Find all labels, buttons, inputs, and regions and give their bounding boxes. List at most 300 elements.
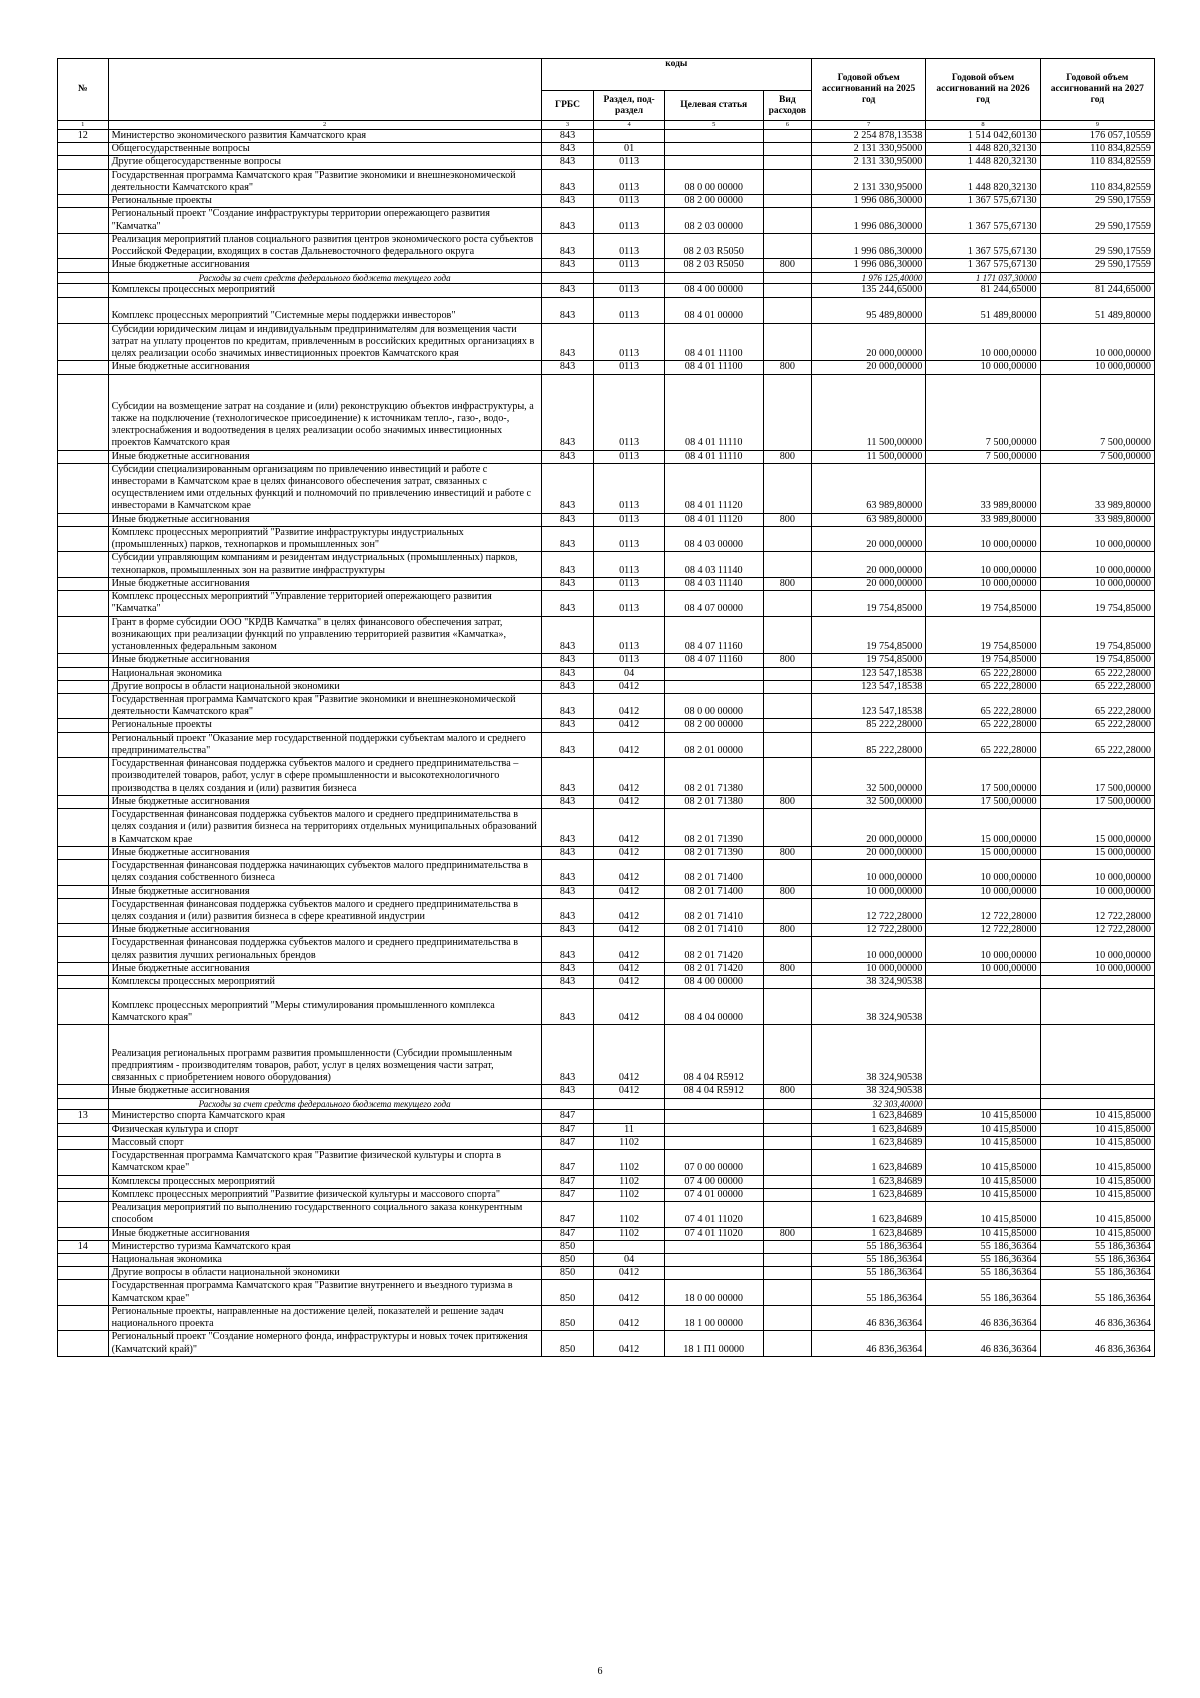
grbs-code: 843 [541, 758, 594, 796]
row-number [58, 758, 109, 796]
item-name: Иные бюджетные ассигнования [108, 361, 541, 374]
expense-type [763, 169, 811, 194]
table-row [58, 962, 1155, 975]
row-number [58, 323, 109, 361]
amount-2026: 65 222,28000 [926, 719, 1040, 732]
amount-2027: 10 415,85000 [1040, 1227, 1154, 1240]
expense-type [763, 667, 811, 680]
item-name: Иные бюджетные ассигнования [108, 259, 541, 272]
section-code: 0412 [594, 1331, 664, 1356]
section-code: 0412 [594, 680, 664, 693]
section-code: 0113 [594, 526, 664, 551]
target-article: 08 4 03 11140 [664, 577, 763, 590]
row-number [58, 591, 109, 616]
grbs-code: 843 [541, 846, 594, 859]
amount-2027: 10 000,00000 [1040, 885, 1154, 898]
amount-2026: 33 989,80000 [926, 513, 1040, 526]
section-code: 0412 [594, 885, 664, 898]
table-row [58, 732, 1155, 757]
item-name: Иные бюджетные ассигнования [108, 795, 541, 808]
section-code: 0412 [594, 898, 664, 923]
amount-2025: 1 996 086,30000 [812, 233, 926, 258]
target-article: 08 4 03 11140 [664, 552, 763, 577]
row-number [58, 1280, 109, 1305]
item-name: Министерство экономического развития Камчатского края [108, 130, 541, 143]
table-row [58, 1202, 1155, 1227]
table-row [58, 591, 1155, 616]
grbs-code: 843 [541, 450, 594, 463]
target-article [664, 272, 763, 284]
target-article: 08 2 01 71380 [664, 758, 763, 796]
item-name: Другие общегосударственные вопросы [108, 156, 541, 169]
amount-2026: 15 000,00000 [926, 809, 1040, 847]
expense-type [763, 1254, 811, 1267]
item-name: Региональные проекты [108, 719, 541, 732]
item-name: Массовый спорт [108, 1136, 541, 1149]
grbs-code: 843 [541, 208, 594, 233]
item-name: Комплекс процессных мероприятий "Управление территорией опережающего развития "Камчатка" [108, 591, 541, 616]
table-row [58, 1188, 1155, 1201]
expense-type [763, 374, 811, 450]
amount-2027: 176 057,10559 [1040, 130, 1154, 143]
target-article [664, 130, 763, 143]
amount-2027: 110 834,82559 [1040, 156, 1154, 169]
header-razdel: Раздел, под-раздел [594, 91, 664, 121]
grbs-code [541, 1098, 594, 1110]
target-article: 08 0 00 00000 [664, 169, 763, 194]
amount-2025: 1 996 086,30000 [812, 208, 926, 233]
amount-2026: 1 367 575,67130 [926, 208, 1040, 233]
target-article [664, 667, 763, 680]
item-name: Физическая культура и спорт [108, 1123, 541, 1136]
item-name: Государственная программа Камчатского края "Развитие внутреннего и въездного туризма в Камчатском крае" [108, 1280, 541, 1305]
amount-2025: 38 324,90538 [812, 976, 926, 989]
amount-2027: 7 500,00000 [1040, 374, 1154, 450]
amount-2027: 15 000,00000 [1040, 846, 1154, 859]
row-number [58, 860, 109, 885]
grbs-code: 843 [541, 591, 594, 616]
expense-type: 800 [763, 795, 811, 808]
target-article: 08 4 04 R5912 [664, 1085, 763, 1098]
amount-2027: 10 415,85000 [1040, 1123, 1154, 1136]
amount-2027: 65 222,28000 [1040, 680, 1154, 693]
expense-type [763, 898, 811, 923]
row-number [58, 1025, 109, 1085]
item-name: Региональные проекты [108, 195, 541, 208]
table-row [58, 552, 1155, 577]
header-target: Целевая статья [664, 91, 763, 121]
expense-type [763, 860, 811, 885]
item-name: Комплекс процессных мероприятий "Меры стимулирования промышленного комплекса Камчатского края" [108, 989, 541, 1025]
target-article [664, 1254, 763, 1267]
amount-2026: 19 754,85000 [926, 654, 1040, 667]
table-row [58, 1150, 1155, 1175]
amount-2027 [1040, 1025, 1154, 1085]
row-number: 14 [58, 1240, 109, 1253]
target-article: 08 4 07 00000 [664, 591, 763, 616]
amount-2027: 10 000,00000 [1040, 962, 1154, 975]
row-number [58, 374, 109, 450]
table-row [58, 667, 1155, 680]
item-name: Комплекс процессных мероприятий "Развитие физической культуры и массового спорта" [108, 1188, 541, 1201]
section-code [594, 1240, 664, 1253]
amount-2026: 1 448 820,32130 [926, 143, 1040, 156]
row-number [58, 297, 109, 323]
expense-type [763, 809, 811, 847]
item-name: Иные бюджетные ассигнования [108, 577, 541, 590]
expense-type [763, 1110, 811, 1123]
target-article: 08 2 03 R5050 [664, 233, 763, 258]
amount-2027: 29 590,17559 [1040, 259, 1154, 272]
item-name: Иные бюджетные ассигнования [108, 1227, 541, 1240]
amount-2027: 46 836,36364 [1040, 1305, 1154, 1330]
item-name: Субсидии юридическим лицам и индивидуальным предпринимателям для возмещения части затрат на уплату процентов по кредитам, привлеченным в российских кредитных организациях в целях реализации особо значимых инвестиционных проектов Камчатского края [108, 323, 541, 361]
item-name: Национальная экономика [108, 667, 541, 680]
target-article [664, 1136, 763, 1149]
section-code: 0113 [594, 616, 664, 654]
table-row [58, 1305, 1155, 1330]
table-row [58, 976, 1155, 989]
amount-2025: 32 500,00000 [812, 758, 926, 796]
amount-2025: 20 000,00000 [812, 323, 926, 361]
expense-type [763, 1123, 811, 1136]
amount-2025: 38 324,90538 [812, 1025, 926, 1085]
target-article: 08 2 01 71390 [664, 809, 763, 847]
table-row [58, 450, 1155, 463]
item-name: Иные бюджетные ассигнования [108, 450, 541, 463]
item-name: Государственная финансовая поддержка субъектов малого и среднего предпринимательства в целях развития лучших региональных брендов [108, 937, 541, 962]
amount-2027: 10 415,85000 [1040, 1136, 1154, 1149]
table-row [58, 937, 1155, 962]
amount-2025: 135 244,65000 [812, 284, 926, 297]
amount-2025: 10 000,00000 [812, 885, 926, 898]
row-number [58, 272, 109, 284]
amount-2026: 10 415,85000 [926, 1150, 1040, 1175]
amount-2027: 33 989,80000 [1040, 513, 1154, 526]
section-code: 0412 [594, 1085, 664, 1098]
table-row [58, 259, 1155, 272]
grbs-code: 843 [541, 654, 594, 667]
section-code: 0412 [594, 758, 664, 796]
expense-type [763, 297, 811, 323]
section-code: 1102 [594, 1202, 664, 1227]
amount-2025: 63 989,80000 [812, 463, 926, 513]
row-number [58, 937, 109, 962]
item-name: Иные бюджетные ассигнования [108, 513, 541, 526]
item-name: Государственная программа Камчатского края "Развитие экономики и внешнеэкономической деятельности Камчатского края" [108, 169, 541, 194]
table-row [58, 233, 1155, 258]
row-number [58, 1085, 109, 1098]
target-article: 07 4 01 00000 [664, 1188, 763, 1201]
row-number [58, 809, 109, 847]
grbs-code: 843 [541, 130, 594, 143]
table-body [58, 130, 1155, 1357]
grbs-code: 847 [541, 1136, 594, 1149]
amount-2027: 110 834,82559 [1040, 143, 1154, 156]
target-article: 18 0 00 00000 [664, 1280, 763, 1305]
amount-2025: 1 623,84689 [812, 1188, 926, 1201]
col-num: 8 [926, 121, 1040, 130]
table-row [58, 143, 1155, 156]
target-article: 08 2 01 00000 [664, 732, 763, 757]
row-number [58, 795, 109, 808]
section-code: 0412 [594, 962, 664, 975]
row-number [58, 526, 109, 551]
row-number [58, 577, 109, 590]
target-article: 08 4 03 00000 [664, 526, 763, 551]
expense-type [763, 156, 811, 169]
table-row [58, 169, 1155, 194]
expense-type [763, 719, 811, 732]
amount-2027: 55 186,36364 [1040, 1240, 1154, 1253]
grbs-code: 843 [541, 156, 594, 169]
expense-type [763, 1150, 811, 1175]
amount-2026: 12 722,28000 [926, 924, 1040, 937]
target-article: 07 0 00 00000 [664, 1150, 763, 1175]
section-code: 0113 [594, 450, 664, 463]
amount-2027: 81 244,65000 [1040, 284, 1154, 297]
item-name: Комплексы процессных мероприятий [108, 976, 541, 989]
section-code: 0113 [594, 297, 664, 323]
amount-2026: 19 754,85000 [926, 616, 1040, 654]
amount-2025: 1 623,84689 [812, 1136, 926, 1149]
target-article: 08 2 01 71400 [664, 885, 763, 898]
grbs-code: 843 [541, 323, 594, 361]
amount-2025: 10 000,00000 [812, 860, 926, 885]
amount-2027: 10 000,00000 [1040, 552, 1154, 577]
target-article: 08 2 00 00000 [664, 195, 763, 208]
amount-2026: 1 448 820,32130 [926, 169, 1040, 194]
table-row [58, 1085, 1155, 1098]
item-name: Региональный проект "Создание инфраструктуры территории опережающего развития "Камчатка" [108, 208, 541, 233]
amount-2027: 55 186,36364 [1040, 1267, 1154, 1280]
table-row [58, 924, 1155, 937]
item-name: Комплексы процессных мероприятий [108, 1175, 541, 1188]
grbs-code: 850 [541, 1305, 594, 1330]
grbs-code: 843 [541, 616, 594, 654]
budget-sheet [57, 58, 1155, 1357]
row-number [58, 654, 109, 667]
amount-2025: 63 989,80000 [812, 513, 926, 526]
amount-2025: 1 996 086,30000 [812, 259, 926, 272]
section-code: 0412 [594, 719, 664, 732]
grbs-code: 847 [541, 1150, 594, 1175]
target-article [664, 1098, 763, 1110]
amount-2025: 10 000,00000 [812, 937, 926, 962]
target-article: 08 4 00 00000 [664, 284, 763, 297]
amount-2026: 10 415,85000 [926, 1188, 1040, 1201]
amount-2025: 11 500,00000 [812, 374, 926, 450]
grbs-code: 843 [541, 577, 594, 590]
grbs-code: 843 [541, 233, 594, 258]
grbs-code: 843 [541, 924, 594, 937]
table-row [58, 284, 1155, 297]
target-article: 08 4 01 11100 [664, 361, 763, 374]
amount-2025: 38 324,90538 [812, 1085, 926, 1098]
grbs-code: 843 [541, 809, 594, 847]
amount-2025: 2 131 330,95000 [812, 169, 926, 194]
table-row [58, 1331, 1155, 1356]
amount-2027 [1040, 272, 1154, 284]
section-code: 0113 [594, 195, 664, 208]
table-row [58, 898, 1155, 923]
header-2026: Годовой объем ассигнований на 2026 год [926, 59, 1040, 121]
amount-2026: 10 000,00000 [926, 962, 1040, 975]
expense-type [763, 937, 811, 962]
page-number: 6 [597, 1666, 603, 1677]
federal-funds-note-row [58, 1098, 1155, 1110]
item-name: Комплексы процессных мероприятий [108, 284, 541, 297]
grbs-code: 850 [541, 1240, 594, 1253]
row-number [58, 898, 109, 923]
amount-2025: 1 623,84689 [812, 1110, 926, 1123]
amount-2026: 1 367 575,67130 [926, 259, 1040, 272]
target-article: 08 2 01 71410 [664, 924, 763, 937]
expense-type [763, 1175, 811, 1188]
amount-2027: 33 989,80000 [1040, 463, 1154, 513]
amount-2027: 29 590,17559 [1040, 195, 1154, 208]
section-code: 0412 [594, 976, 664, 989]
amount-2027: 10 000,00000 [1040, 577, 1154, 590]
amount-2027: 10 000,00000 [1040, 361, 1154, 374]
target-article: 18 1 П1 00000 [664, 1331, 763, 1356]
target-article [664, 680, 763, 693]
amount-2026: 10 415,85000 [926, 1175, 1040, 1188]
amount-2025: 19 754,85000 [812, 616, 926, 654]
table-row [58, 1280, 1155, 1305]
expense-type: 800 [763, 577, 811, 590]
amount-2026: 10 000,00000 [926, 323, 1040, 361]
expense-type [763, 1136, 811, 1149]
section-code: 1102 [594, 1150, 664, 1175]
amount-2026: 7 500,00000 [926, 450, 1040, 463]
table-row [58, 361, 1155, 374]
expense-type [763, 284, 811, 297]
section-code: 0113 [594, 577, 664, 590]
item-name: Расходы за счет средств федерального бюджета текущего года [108, 272, 541, 284]
item-name: Министерство туризма Камчатского края [108, 1240, 541, 1253]
amount-2026: 46 836,36364 [926, 1331, 1040, 1356]
expense-type: 800 [763, 259, 811, 272]
target-article: 08 2 01 71410 [664, 898, 763, 923]
amount-2027: 10 415,85000 [1040, 1175, 1154, 1188]
grbs-code: 843 [541, 1085, 594, 1098]
amount-2027: 19 754,85000 [1040, 616, 1154, 654]
section-code: 1102 [594, 1227, 664, 1240]
target-article: 08 2 00 00000 [664, 719, 763, 732]
grbs-code: 843 [541, 860, 594, 885]
amount-2027: 10 000,00000 [1040, 323, 1154, 361]
grbs-code: 843 [541, 694, 594, 719]
item-name: Общегосударственные вопросы [108, 143, 541, 156]
row-number [58, 846, 109, 859]
grbs-code: 843 [541, 962, 594, 975]
table-row [58, 323, 1155, 361]
expense-type: 800 [763, 513, 811, 526]
expense-type [763, 1202, 811, 1227]
grbs-code: 843 [541, 143, 594, 156]
section-code: 0113 [594, 208, 664, 233]
row-number [58, 1254, 109, 1267]
table-row [58, 680, 1155, 693]
row-number [58, 616, 109, 654]
target-article [664, 156, 763, 169]
expense-type [763, 694, 811, 719]
item-name: Иные бюджетные ассигнования [108, 962, 541, 975]
section-code: 0412 [594, 1267, 664, 1280]
amount-2026: 65 222,28000 [926, 667, 1040, 680]
section-code: 0412 [594, 846, 664, 859]
section-code: 1102 [594, 1188, 664, 1201]
grbs-code: 843 [541, 552, 594, 577]
row-number [58, 1098, 109, 1110]
item-name: Государственная финансовая поддержка субъектов малого и среднего предпринимательства в целях создания и (или) развития бизнеса в сфере креативной индустрии [108, 898, 541, 923]
section-code: 0113 [594, 259, 664, 272]
table-row [58, 694, 1155, 719]
target-article: 08 2 01 71420 [664, 962, 763, 975]
amount-2025: 1 623,84689 [812, 1227, 926, 1240]
section-code: 0113 [594, 374, 664, 450]
table-row [58, 654, 1155, 667]
row-number [58, 233, 109, 258]
row-number [58, 1123, 109, 1136]
amount-2026: 10 415,85000 [926, 1136, 1040, 1149]
table-row [58, 885, 1155, 898]
amount-2027: 65 222,28000 [1040, 694, 1154, 719]
amount-2026: 1 367 575,67130 [926, 195, 1040, 208]
item-name: Субсидии управляющим компаниям и резидентам индустриальных (промышленных) парков, технопарков, промышленных зон на развитие инфраструктуры [108, 552, 541, 577]
amount-2027: 19 754,85000 [1040, 591, 1154, 616]
table-row [58, 1025, 1155, 1085]
table-row [58, 1240, 1155, 1253]
target-article: 08 2 01 71420 [664, 937, 763, 962]
table-row [58, 1254, 1155, 1267]
section-code: 0412 [594, 1280, 664, 1305]
item-name: Иные бюджетные ассигнования [108, 924, 541, 937]
amount-2027: 65 222,28000 [1040, 732, 1154, 757]
grbs-code: 843 [541, 667, 594, 680]
row-number [58, 259, 109, 272]
expense-type: 800 [763, 361, 811, 374]
amount-2025: 46 836,36364 [812, 1305, 926, 1330]
target-article: 07 4 00 00000 [664, 1175, 763, 1188]
section-code [594, 272, 664, 284]
target-article: 08 4 00 00000 [664, 976, 763, 989]
amount-2027: 10 415,85000 [1040, 1202, 1154, 1227]
table-row [58, 577, 1155, 590]
table-row [58, 860, 1155, 885]
header-num: № [58, 59, 109, 121]
section-code: 0412 [594, 860, 664, 885]
amount-2025: 10 000,00000 [812, 962, 926, 975]
amount-2026: 10 000,00000 [926, 552, 1040, 577]
target-article: 08 2 03 R5050 [664, 259, 763, 272]
table-row [58, 1175, 1155, 1188]
section-code: 0113 [594, 513, 664, 526]
item-name: Государственная программа Камчатского края "Развитие физической культуры и спорта в Камчатском крае" [108, 1150, 541, 1175]
amount-2026: 10 415,85000 [926, 1123, 1040, 1136]
grbs-code: 843 [541, 885, 594, 898]
section-code: 0412 [594, 1025, 664, 1085]
federal-funds-note-row [58, 272, 1155, 284]
row-number [58, 1267, 109, 1280]
amount-2026: 10 000,00000 [926, 860, 1040, 885]
amount-2027 [1040, 976, 1154, 989]
expense-type [763, 1280, 811, 1305]
amount-2026: 1 367 575,67130 [926, 233, 1040, 258]
table-row [58, 1267, 1155, 1280]
row-number [58, 680, 109, 693]
